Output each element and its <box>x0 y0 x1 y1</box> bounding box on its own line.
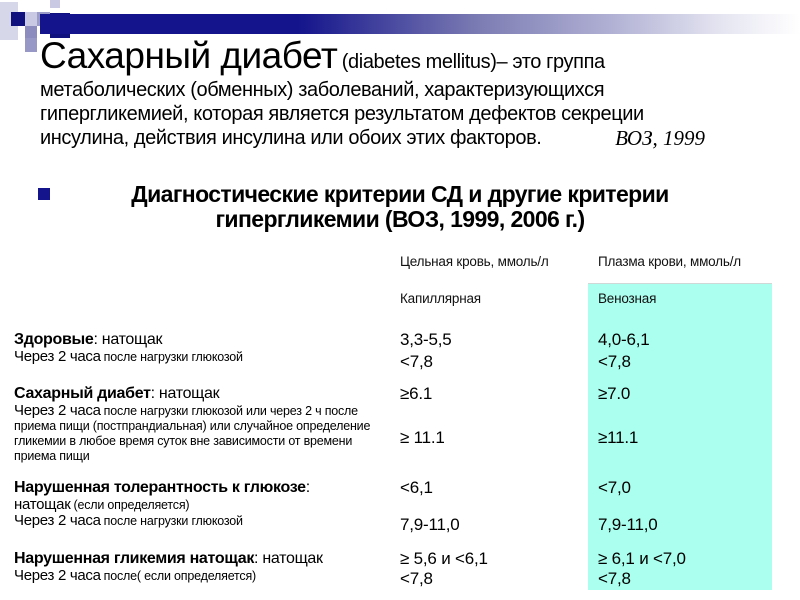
subheader-venous: Венозная <box>598 291 657 306</box>
row-label <box>14 330 390 372</box>
value: 7,9-11,0 <box>598 515 658 534</box>
row-condition-rest: после нагрузки глюкозой или через 2 ч после приема пищи (постпрандиальная) или случайное определение гликемии в любое время суток вне зависимости от времени приема пищи <box>14 404 371 463</box>
capillary-values <box>390 549 588 589</box>
capillary-values <box>390 478 588 535</box>
empty-header-cell <box>14 250 390 283</box>
capillary-values <box>390 384 588 464</box>
row-label-bold: Нарушенная гликемия натощак <box>14 550 255 567</box>
row-sub-lead: натощак <box>14 496 71 513</box>
slide-title-main: Сахарный диабет <box>40 35 338 76</box>
title-line-2: метаболических (обменных) заболеваний, характеризующихся <box>40 79 605 101</box>
value: ≥6.1 <box>400 384 433 403</box>
value: <7,8 <box>598 352 631 371</box>
deco-square <box>25 38 37 52</box>
venous-values <box>588 478 772 535</box>
capillary-values <box>390 330 588 372</box>
row-condition-lead: Через 2 часа <box>14 402 101 419</box>
venous-values <box>588 384 772 464</box>
source-citation: ВОЗ, 1999 <box>615 126 705 150</box>
table-row-impaired-fasting <box>14 549 796 589</box>
title-line-3: гипергликемией, которая является результатом дефектов секреции <box>40 103 644 125</box>
venous-values <box>588 549 772 589</box>
value: 3,3-5,5 <box>400 330 452 349</box>
value: ≥ 11.1 <box>400 428 445 447</box>
row-condition-lead: Через 2 часа <box>14 512 101 529</box>
value: 7,9-11,0 <box>400 515 460 534</box>
row-condition-rest: после нагрузки глюкозой <box>103 514 243 528</box>
row-label-rest: : натощак <box>254 550 323 567</box>
row-label-bold: Здоровые <box>14 331 94 348</box>
table-row-impaired-tolerance <box>14 478 796 535</box>
title-line-4-text: инсулина, действия инсулина или обоих этих факторов. <box>40 127 542 149</box>
deco-square <box>25 12 37 26</box>
title-line-4 <box>40 126 740 150</box>
section-heading: Диагностические критерии СД и другие критерии гипергликемии (ВОЗ, 1999, 2006 г.) <box>131 181 669 232</box>
subheader-capillary: Капиллярная <box>400 291 481 306</box>
value: <7,0 <box>598 478 631 497</box>
row-label-bold: Сахарный диабет <box>14 385 151 402</box>
row-sub-rest: (если определяется) <box>73 498 190 512</box>
section-heading-block <box>60 182 740 232</box>
table-row-diabetes <box>14 384 796 464</box>
row-condition-rest: после нагрузки глюкозой <box>103 350 243 364</box>
header-plasma: Плазма крови, ммоль/л <box>598 254 741 269</box>
empty-header-cell <box>14 283 390 330</box>
deco-square <box>25 26 37 38</box>
value: <6,1 <box>400 478 433 497</box>
row-label-bold: Нарушенная толерантность к глюкозе <box>14 479 306 496</box>
value: <7,8 <box>400 352 433 371</box>
criteria-table <box>14 250 796 589</box>
table-header-row <box>14 250 796 283</box>
value: ≥ 5,6 и <6,1 <box>400 549 488 568</box>
venous-values <box>588 330 772 372</box>
value: <7,8 <box>400 569 433 588</box>
bullet-square-icon <box>38 188 50 200</box>
row-condition-lead: Через 2 часа <box>14 567 101 584</box>
row-label <box>14 549 390 589</box>
value: <7,8 <box>598 569 631 588</box>
gradient-title-bar <box>40 14 800 34</box>
row-label-rest: : натощак <box>150 385 220 402</box>
table-subheader-row <box>14 283 796 330</box>
row-condition-rest: после( если определяется) <box>103 569 257 583</box>
value: ≥ 6,1 и <7,0 <box>598 549 686 568</box>
row-label-rest: : натощак <box>93 331 163 348</box>
value: ≥11.1 <box>598 428 639 447</box>
title-line-1 <box>40 35 740 76</box>
deco-square <box>11 12 25 26</box>
row-label <box>14 384 390 464</box>
row-label-rest: : <box>305 479 310 496</box>
row-condition-lead: Через 2 часа <box>14 348 101 365</box>
value: ≥7.0 <box>598 384 631 403</box>
slide-title-block <box>40 35 740 150</box>
table-row-healthy <box>14 330 796 372</box>
header-whole-blood: Цельная кровь, ммоль/л <box>400 254 549 269</box>
title-line-1-rest: (diabetes mellitus)– это группа <box>341 51 605 73</box>
row-label <box>14 478 390 535</box>
value: 4,0-6,1 <box>598 330 650 349</box>
deco-square <box>50 0 60 8</box>
